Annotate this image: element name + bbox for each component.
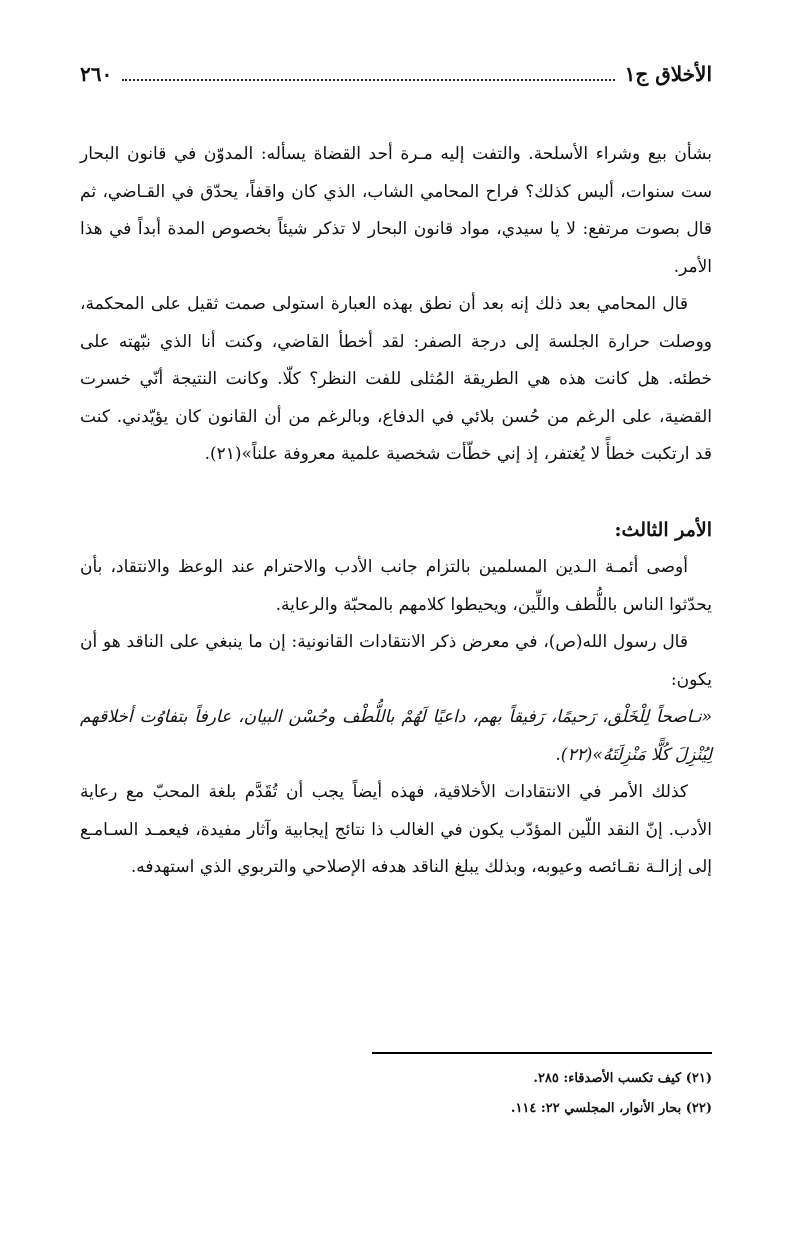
main-text	[80, 136, 712, 887]
section-spacer	[80, 474, 712, 512]
paragraph: قال المحامي بعد ذلك إنه بعد أن نطق بهذه العبارة استولى صمت ثقيل على المحكمة، ووصلت حرارة الجلسة إلى درجة الصفر: لقد أخطأ القاضي، وكنت أنا الذي نبّهته على خطئه. هل كانت هذه هي الطريقة المُثلى للفت النظر؟ كلّا. وكانت النتيجة أنّي خسرت القضية، على الرغم من حُسن بلائي في الدفاع، وبالرغم من أن القانون كان يؤيّدني. كنت قد ارتكبت خطأً لا يُغتفر، إذ إني خطّأت شخصية علمية معروفة علناً»(٢١).	[80, 294, 712, 464]
page-header	[80, 54, 712, 94]
paragraph: قال رسول الله(ص)، في معرض ذكر الانتقادات القانونية: إن ما ينبغي على الناقد هو أن يكون:	[80, 632, 712, 690]
hadith-quote: «نـاصحاً لِلْخَلْق، رَحيمًا، رَفيقاً بهم، داعيًا لَهُمْ باللُّطْف وحُسْن البيان، عارفاً بتفاوُت أخلاقهم لِيُنْزِلَ كُلًّا مَنْزِلَتَهُ»(٢٢).	[80, 707, 712, 765]
page-number: ٢٦٠	[80, 62, 113, 86]
paragraph: كذلك الأمر في الانتقادات الأخلاقية، فهذه أيضاً يجب أن تُقَدَّم بلغة المحبّ مع رعاية الأدب. إنّ النقد اللّين المؤدّب يكون في الغالب ذا نتائج إيجابية وآثار مفيدة، فيعمـد السـامـع إلى إزالـة نقـائصه وعيوبه، وبذلك يبلغ الناقد هدفه الإصلاحي والتربوي الذي استهدفه.	[80, 782, 712, 877]
footnotes	[80, 1064, 712, 1124]
paragraph: بشأن بيع وشراء الأسلحة. والتفت إليه مـرة أحد القضاة يسأله: المدوّن في قانون البحار ست سنوات، أليس كذلك؟ فراح المحامي الشاب، الذي كان واقفاً، يحدّق في القـاضي، ثم قال بصوت مرتفع: لا يا سيدي، مواد قانون البحار لا تذكر شيئاً بخصوص المدة أبداً في هذا الأمر.	[80, 144, 712, 277]
footnote-divider	[372, 1052, 712, 1054]
section-title: الأمر الثالث:	[614, 518, 712, 541]
footnote: (٢١) كيف تكسب الأصدقاء: ٢٨٥.	[533, 1071, 712, 1086]
paragraph: أوصى أئمـة الـدين المسلمين بالتزام جانب الأدب والاحترام عند الوعظ والانتقاد، بأن يحدّثوا الناس باللُّطف واللِّين، ويحيطوا كلامهم بالمحبّة والرعاية.	[80, 557, 712, 615]
footnote: (٢٢) بحار الأنوار، المجلسي ٢٢: ١١٤.	[510, 1101, 712, 1116]
header-dot-leader	[122, 79, 614, 81]
book-title: الأخلاق ج١	[624, 62, 712, 86]
